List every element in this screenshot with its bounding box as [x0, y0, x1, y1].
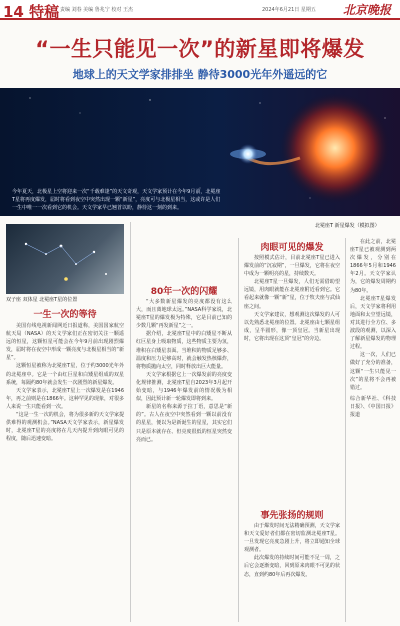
section-heading-2: 80年一次的闪耀 [150, 287, 218, 297]
article-column-1 [6, 322, 124, 622]
intro-paragraph: 今年夏天，北极星上空将迎来一次“千载难逢”的天文奇观，天文学家预计在今年9月前，北冕座T星将再度爆发，届时将看到夜空中突然出现一颗“新星”，亮度可与北极星相当，这或许是人们一生中唯一一次看到它的机会。天文学家早已翘首以盼，静待这一刻的到来。 [12, 189, 221, 212]
red-giant-star [280, 93, 390, 203]
paragraph: “大多数新星爆发的亮度都没有这么大，而且离地球太远。”NASA科学家说，北冕座T星的爆发极为特殊，它是目前已知的少数几颗“再发新星”之一。 [136, 299, 232, 330]
paragraph: 北冕座T星一旦爆发，人们无需借助望远镜，用肉眼就能在北冕座附近看到它。它看起来就像一颗“新”星，位于牧夫座与武仙座之间。 [244, 279, 340, 310]
article-column-2 [136, 298, 232, 622]
paragraph: 天文学家表示，北冕座T星上一次爆发是在1946年，再之前则是在1866年。这种罕见的现象，对很多人来说一生只能看到一次。 [6, 387, 124, 410]
paragraph: 这颗恒星被称为北冕座T星，位于约3000光年外的北冕座中。它是一个由红巨星和白矮星组成的双星系统，每隔约80年就会发生一次剧烈的新星爆发。 [6, 363, 124, 386]
main-headline: “一生只能见一次”的新星即将爆发 [35, 37, 365, 61]
white-dwarf-star [238, 144, 258, 164]
constellation-photo [6, 224, 124, 294]
paragraph: 此次爆发的持续时间可能不足一周，之后它会逐渐变暗，回到原来肉眼不可见的状态，直到约80年后再次爆发。 [244, 555, 340, 578]
subheadline: 地球上的天文学家排排坐 静待3000光年外遥远的它 [72, 68, 328, 81]
paragraph: “这是一生一次的机会，将为很多新的天文学家提供难得的观测机会。”NASA天文学家表示，新星爆发时，北冕座T星的亮度将在几天内提升到肉眼可见的程度，随后迅速变暗。 [6, 412, 124, 443]
column-divider [238, 238, 239, 622]
paragraph: 这一次，人们已做好了充分的准备，这颗“一生只能见一次”的星将不会再被错过。 [350, 352, 396, 391]
issue-date: 2024年6月21日 星期五 [262, 7, 316, 13]
section-heading-1: 一生一次的等待 [33, 310, 97, 320]
constellation-chart [6, 224, 124, 294]
source-credit: 综合新华社、《科技日报》、《中国日报》报道 [350, 395, 396, 418]
paragraph: 天文学家建议，想观测这次爆发的人可以先熟悉北冕座的位置。北冕座由七颗星组成，呈半圆形，像一顶皇冠。当新星出现时，它将出现在这顶“皇冠”的旁边。 [244, 311, 340, 342]
page-header [0, 0, 400, 20]
section-heading-3: 肉眼可见的爆发 [260, 243, 324, 253]
article-column-4 [350, 238, 396, 622]
newspaper-logo: 北京晚报 [343, 3, 392, 17]
column-divider [130, 222, 131, 622]
nova-illustration [0, 88, 400, 216]
paragraph: 天文学家根据它上一次爆发前的亮度变化规律推测，北冕座T星自2023年3月起开始变暗，与1946年爆发前的情况极为相似，因此预计新一轮爆发即将到来。 [136, 371, 232, 403]
paragraph: 美国有线电视新闻网近日报道称，美国国家航空航天局（NASA）的天文学家们正在密切关注一颗遥远的恒星，这颗恒星可能会在今年9月前出现剧烈爆发，届时将在夜空中形成一颗亮度与北极星相当的“新星”。 [6, 323, 124, 362]
article-column-3b [244, 522, 340, 622]
photo-caption: 双子座 双体星 北冕座T星的位置 [6, 297, 78, 303]
paragraph: 北冕座T星爆发后，天文学家将利用地面和太空望远镜，对其进行全方位、多波段的观测，以深入了解新星爆发的物理过程。 [350, 295, 396, 351]
paragraph: 按照模式估计，目前北冕座T星已进入爆发前的“沉寂期”，一旦爆发，它将在夜空中成为一颗明亮的星，持续数天。 [244, 255, 340, 278]
paragraph: 新星的名称来源于拉丁语，意思是“新的”。古人在夜空中突然看到一颗以前没有的星星，便以为是新诞生的星星，其实它们只是原本就存在、但亮度很低的恒星突然变亮而已。 [136, 404, 232, 443]
section-heading-4: 事先张扬的规则 [260, 511, 324, 521]
editor-credits: 责编 刘春 美编 鲁兆宁 校对 王杰 [60, 7, 133, 13]
paragraph: 据介绍，北冕座T星中的白矮星不断从红巨星身上吸取物质，这些物质主要为氢，堆积在白矮星表面。当堆积的物质足够多、温度和压力足够高时，就会触发热核爆炸，将物质抛向太空，同时释放出巨大能量。 [136, 331, 232, 370]
column-divider [345, 238, 346, 622]
paragraph: 由于爆发时间无法精确预测，天文学家和天文爱好者们都在密切监测北冕座T星。一旦发现它亮度急剧上升，将立即通知全球观测者。 [244, 523, 340, 554]
illustration-caption: 北冕座T 新星爆发（模拟图） [315, 223, 380, 229]
article-column-3 [244, 254, 340, 504]
paragraph: 在此之前，北冕座T星已被观测到两次爆发，分别在1866年5月和1946年2月。天文学家认为，它的爆发周期约为80年。 [350, 239, 396, 294]
page-number-section: 14 特稿 [3, 3, 60, 21]
